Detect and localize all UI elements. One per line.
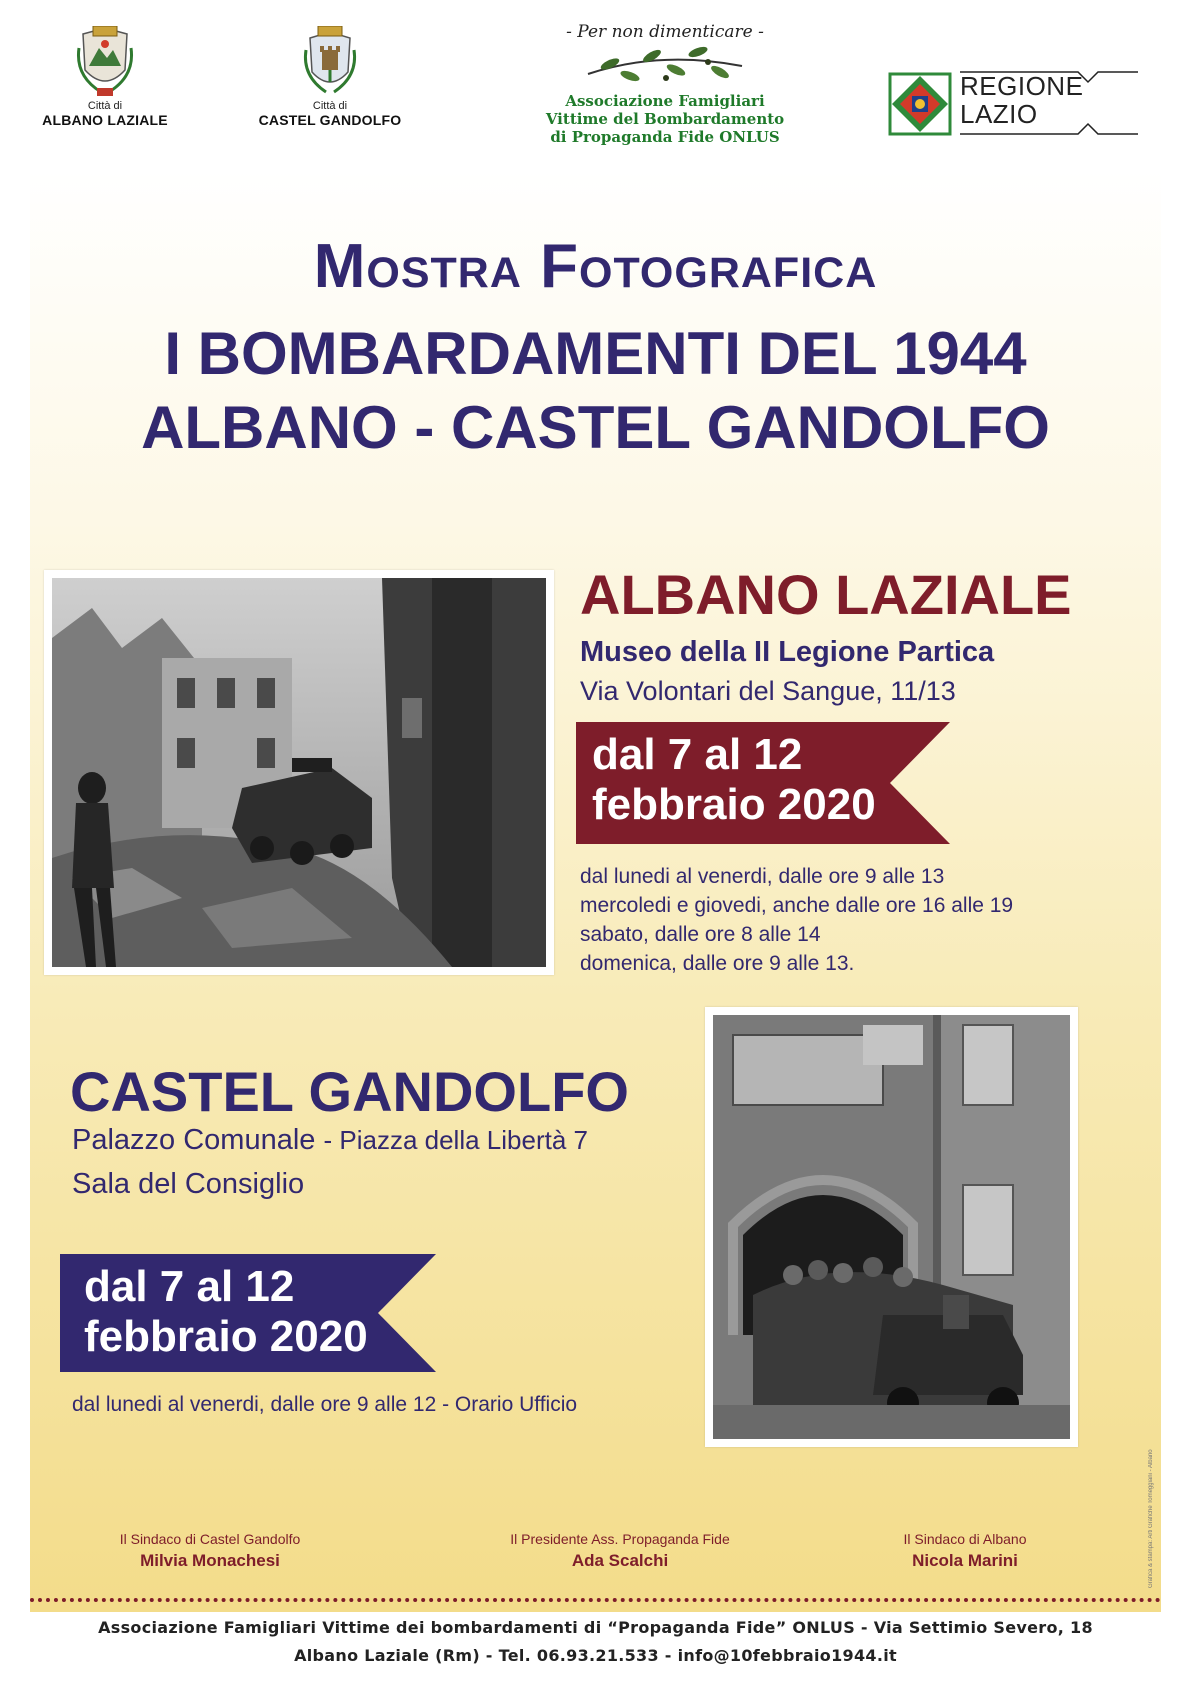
footer-association-address: Associazione Famigliari Vittime dei bombardamenti di “Propaganda Fide” ONLUS - Via Settimio Severo, 18 — [98, 1618, 1093, 1637]
castel-venue-title: CASTEL GANDOLFO — [70, 1060, 629, 1123]
association-logo — [520, 22, 810, 146]
albano-crest-icon — [75, 26, 135, 100]
photo-albano-ruins — [44, 570, 554, 975]
ruins-photo-illustration — [52, 578, 546, 967]
title-bombardamenti: I BOMBARDAMENTI DEL 1944 — [164, 320, 1027, 387]
regione-line1: REGIONE — [960, 71, 1084, 101]
association-motto: - Per non dimenticare - — [566, 22, 764, 42]
albano-opening-hours — [580, 862, 1013, 978]
regione-frame-decoration — [888, 70, 1138, 140]
signatory-association-president — [455, 1530, 785, 1574]
palazzo-photo-illustration — [713, 1015, 1070, 1439]
title-locations: ALBANO - CASTEL GANDOLFO — [141, 394, 1050, 461]
castel-piazza: - Piazza della Libertà 7 — [323, 1125, 588, 1155]
castel-sala: Sala del Consiglio — [72, 1168, 305, 1200]
footer-contact: Albano Laziale (Rm) - Tel. 06.93.21.533 - info@10febbraio1944.it — [294, 1646, 897, 1665]
signatory-role: Il Sindaco di Castel Gandolfo — [119, 1531, 301, 1547]
albano-dates-line1: dal 7 al 12 — [592, 730, 803, 779]
castel-crest-name: CASTEL GANDOLFO — [258, 112, 402, 128]
association-name-line3: di Propaganda Fide ONLUS — [550, 128, 780, 146]
albano-hours-line: dal lunedi al venerdi, dalle ore 9 alle 13 — [580, 865, 945, 888]
photo-castel-gandolfo-palazzo — [705, 1007, 1078, 1447]
signatory-role: Il Sindaco di Albano — [903, 1531, 1027, 1547]
castel-date-ribbon — [60, 1254, 436, 1372]
signatory-albano-mayor — [800, 1530, 1130, 1574]
albano-date-ribbon — [576, 722, 950, 844]
castel-crest-prefix: Città di — [312, 100, 348, 112]
albano-address: Via Volontari del Sangue, 11/13 — [580, 676, 956, 706]
albano-crest-logo — [30, 26, 180, 128]
albano-dates-line2: febbraio 2020 — [592, 780, 876, 829]
association-name-line2: Vittime del Bombardamento — [545, 110, 785, 128]
albano-hours-line: domenica, dalle ore 9 alle 13. — [580, 952, 855, 975]
signatory-name: Ada Scalchi — [571, 1551, 669, 1570]
albano-venue-title: ALBANO LAZIALE — [580, 563, 1072, 626]
olive-branch-icon — [580, 44, 750, 88]
castel-opening-hours: dal lunedi al venerdi, dalle ore 9 alle 12 - Orario Ufficio — [72, 1393, 578, 1416]
albano-museum-name: Museo della II Legione Partica — [580, 636, 995, 668]
castel-gandolfo-crest-logo — [240, 26, 420, 128]
castel-palazzo-name: Palazzo Comunale — [72, 1124, 316, 1156]
title-mostra-fotografica: Mostra Fotografica — [313, 232, 878, 301]
signatory-role: Il Presidente Ass. Propaganda Fide — [510, 1531, 730, 1547]
regione-line2: LAZIO — [960, 99, 1038, 129]
castel-dates-line2: febbraio 2020 — [84, 1312, 368, 1361]
signatory-name: Milvia Monachesi — [140, 1551, 280, 1570]
albano-hours-line: sabato, dalle ore 8 alle 14 — [580, 923, 821, 946]
albano-crest-prefix: Città di — [87, 100, 123, 112]
regione-lazio-logo — [888, 70, 1138, 140]
castel-gandolfo-crest-icon — [300, 26, 360, 100]
castel-palazzo-line — [72, 1124, 588, 1157]
castel-dates-line1: dal 7 al 12 — [84, 1262, 295, 1311]
signatory-name: Nicola Marini — [912, 1551, 1018, 1570]
print-credit: Grafica & stampa: Arti Grafiche Tomeggiani - Albano — [1148, 1449, 1154, 1588]
signatory-castel-mayor — [45, 1530, 375, 1574]
albano-hours-line: mercoledi e giovedi, anche dalle ore 16 alle 19 — [580, 894, 1014, 917]
association-name-line1: Associazione Famigliari — [565, 92, 765, 110]
albano-crest-name: ALBANO LAZIALE — [42, 112, 168, 128]
dotted-divider — [30, 1598, 1161, 1602]
